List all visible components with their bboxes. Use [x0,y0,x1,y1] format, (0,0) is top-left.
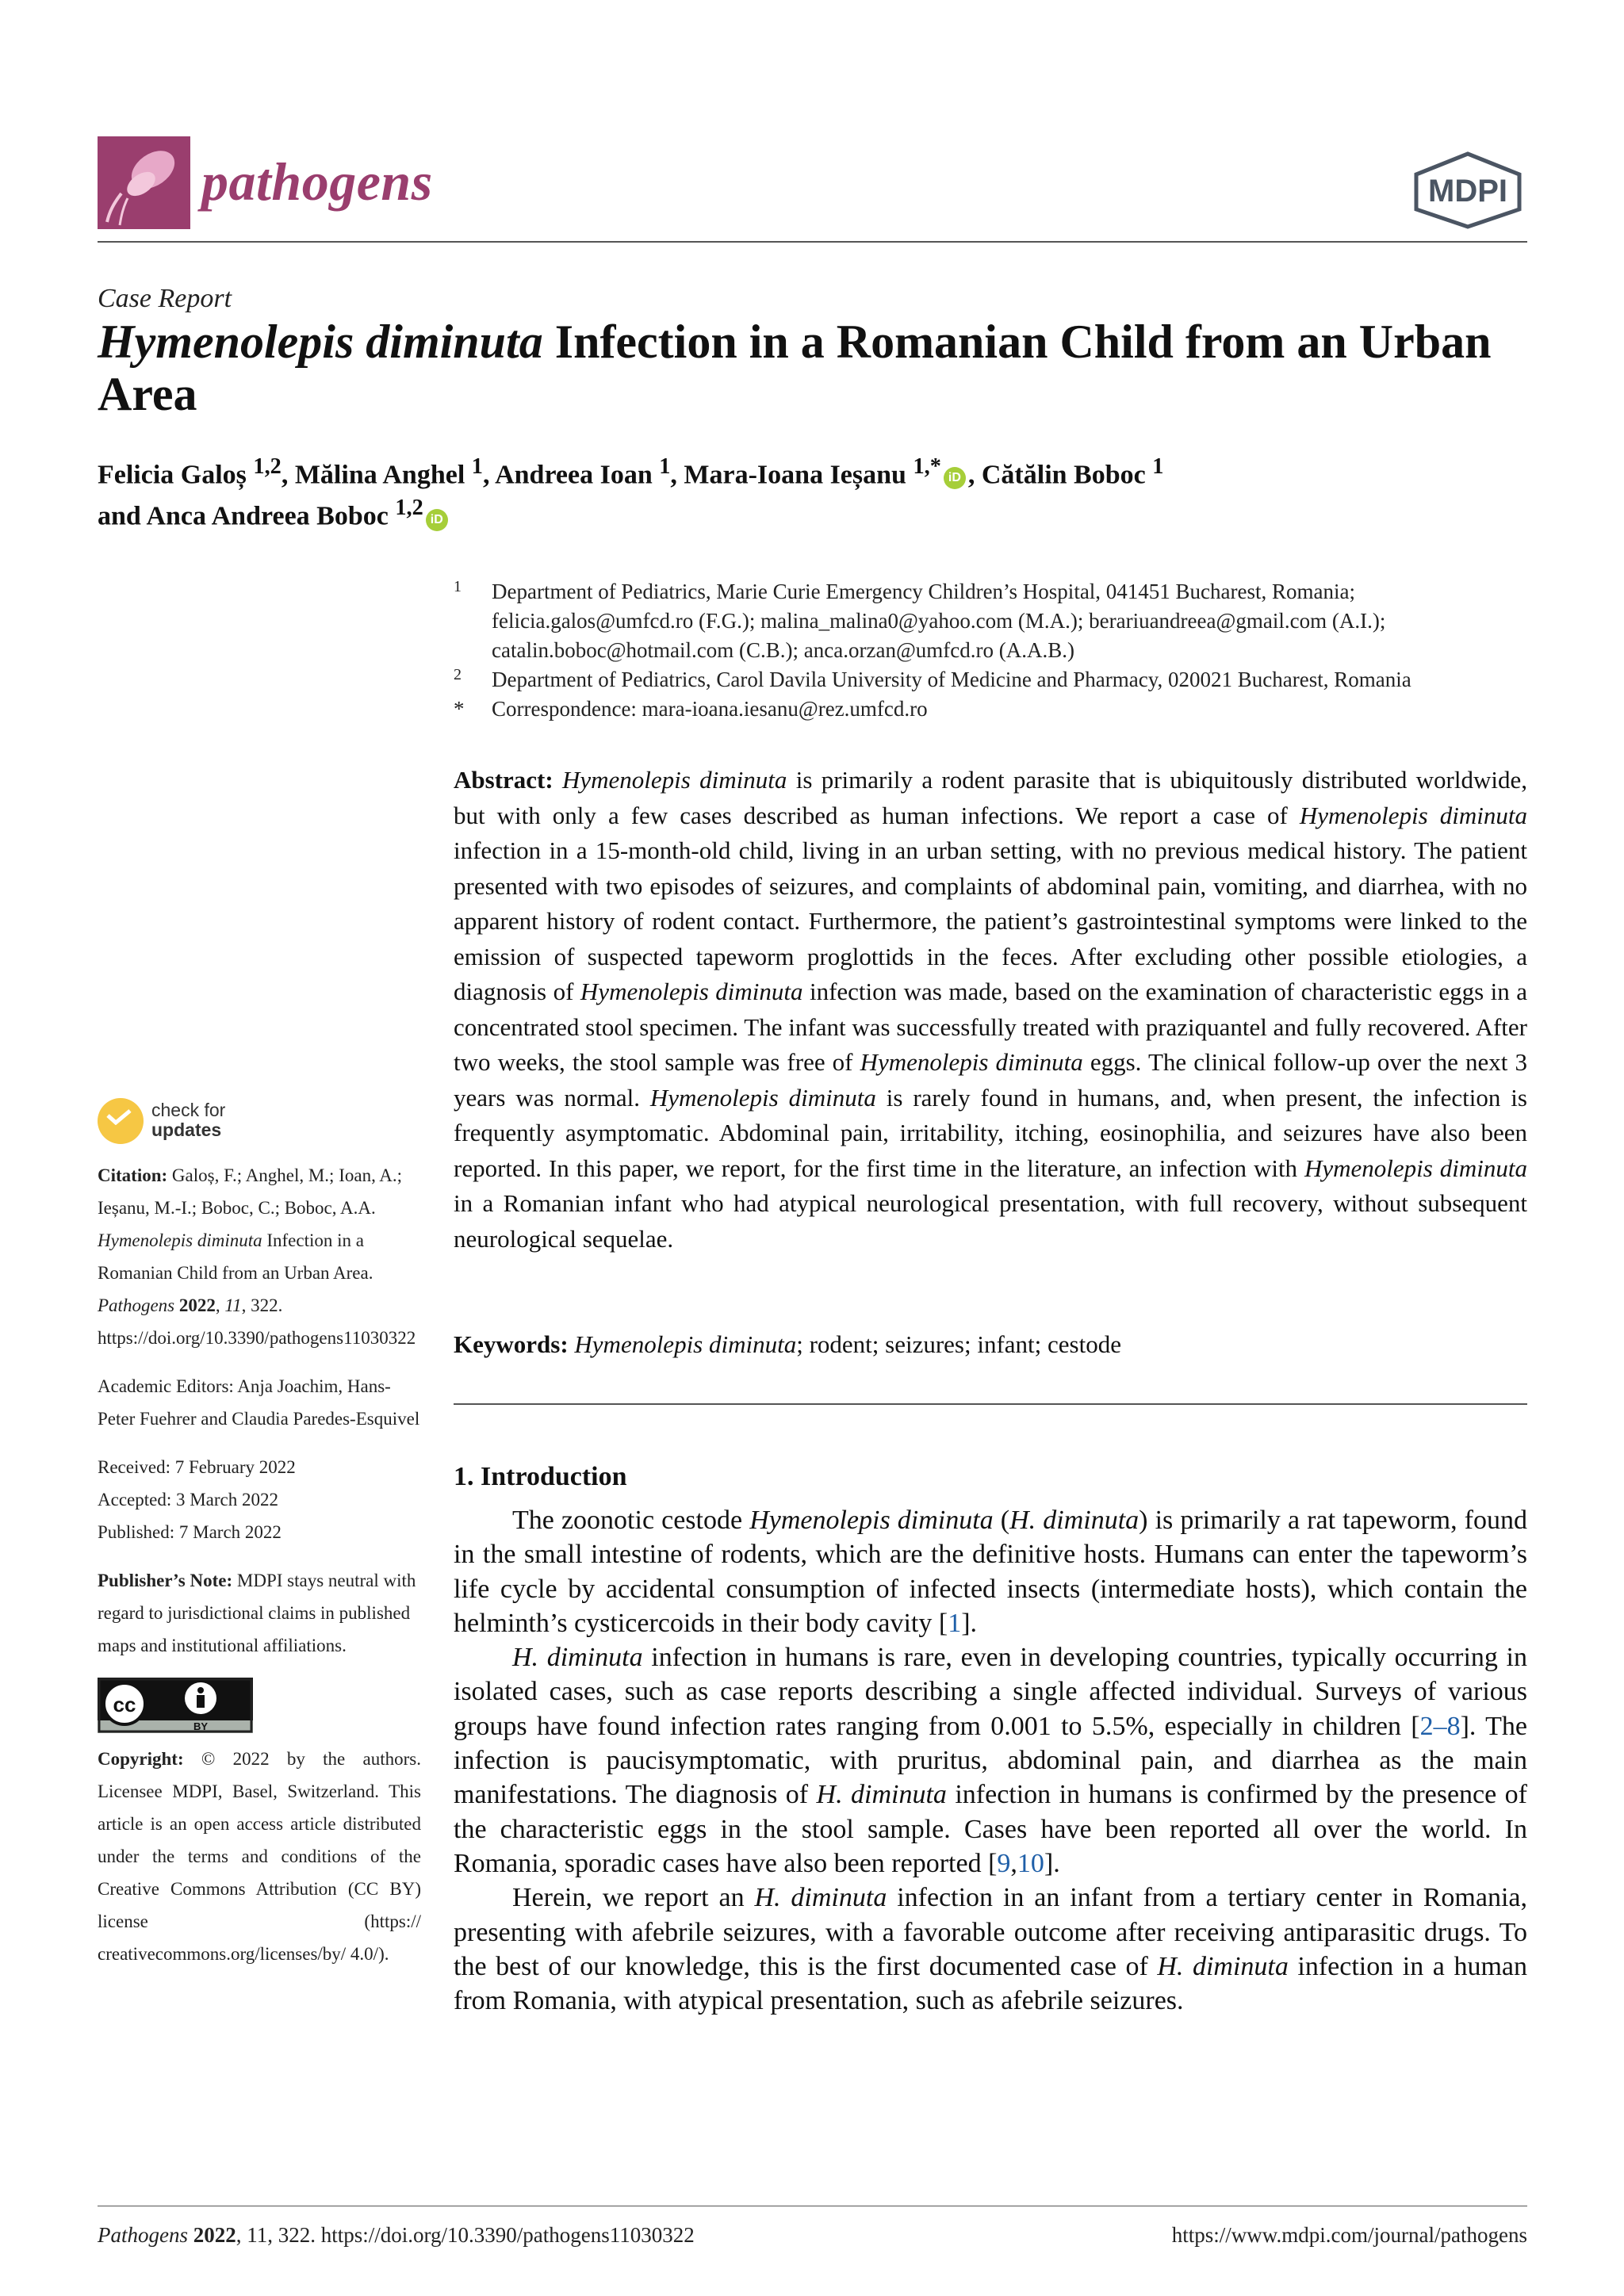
section-heading: 1. Introduction [454,1462,627,1491]
author-affiliation-marker: 1 [1152,454,1164,479]
abstract-divider [454,1403,1527,1405]
paragraph [454,1640,1527,1881]
check-for-updates-button[interactable] [98,1098,256,1146]
body-text: infection in a human from Romania, with atypical presentation, such as afebrile seizures. [454,1951,1527,2016]
species-name: Hymenolepis diminuta [860,1048,1083,1076]
reference-link[interactable]: 1 [948,1608,962,1638]
species-name: H. diminuta [1157,1951,1289,1981]
reference-link[interactable]: 10 [1017,1848,1044,1878]
check-updates-line1: check for [151,1100,226,1120]
species-name: H. diminuta [512,1643,643,1673]
author-name: Cătălin Boboc [981,460,1146,490]
body-text: ]. [1044,1848,1060,1878]
introduction-body [454,1503,1527,2018]
footer-journal-url[interactable]: https://www.mdpi.com/journal/pathogens [1171,2223,1527,2247]
footer-doi[interactable]: , 11, 322. https://doi.org/10.3390/pathogens11030322 [236,2223,695,2247]
affiliation-marker: * [454,697,465,721]
author-name: Felicia Galoș [98,460,247,490]
author-affiliation-marker: 1,* [913,454,941,479]
check-updates-icon [98,1098,144,1144]
citation-volume: 11 [224,1295,242,1315]
abstract-text: is primarily a rodent parasite that is ubiquitously distributed worldwide, but with only a few cases described as human infections. We report a case of [454,766,1527,829]
reference-link[interactable]: 2 [1419,1711,1434,1741]
authors-line-2 [98,492,1527,533]
orcid-icon[interactable]: iD [944,467,966,489]
title-rest: Infection in a Romanian Child from an Urban Area [98,316,1492,420]
species-name: Hymenolepis diminuta [1304,1154,1527,1182]
abstract [454,763,1527,1257]
citation-journal: Pathogens [98,1295,175,1315]
footer-journal: Pathogens [98,2223,188,2247]
body-text: ]. [961,1608,978,1638]
check-updates-line2: updates [151,1119,222,1140]
authors-line-1: Felicia Galoș $^{1,2}$, Mălina Anghel $^1$, Andreea Ioan $^1$, Mara-Ioana Ieșanu $^{1,*}$ iD , Cătălin Boboc $^1$ [98,454,1164,490]
affiliation-marker: 2 [454,666,462,683]
pathogen-logo-icon [98,136,190,229]
author-name: Anca Andreea Boboc [146,501,389,531]
mdpi-logo-text: MDPI [1428,174,1507,209]
copyright-text: © 2022 by the authors. Licensee MDPI, Basel, Switzerland. This article is an open access article distributed under the terms and conditions of the Creative Commons Attribution (CC BY) license (https:// creativecommons.org/licenses/by/ 4.0/). [98,1749,421,1964]
body-text: ( [993,1506,1010,1535]
footer-citation [98,2223,695,2248]
species-name: Hymenolepis diminuta [98,1230,262,1250]
body-text: , [1010,1848,1017,1878]
author-name: Andreea Ioan [495,460,653,490]
academic-editors: Academic Editors: Anja Joachim, Hans-Peter Fuehrer and Claudia Paredes-Esquivel [98,1376,420,1429]
cc-label: cc [113,1693,136,1716]
citation-text: Infection in a Romanian Child from an Urban Area. [98,1230,373,1283]
published-date: Published: 7 March 2022 [98,1522,282,1542]
paragraph [454,1881,1527,2018]
citation-doi[interactable]: , 322. https://doi.org/10.3390/pathogens11030322 [98,1295,416,1348]
title-species: Hymenolepis diminuta [98,316,543,368]
author-affiliation-marker: 1 [471,454,483,479]
citation-label: Citation: [98,1165,168,1185]
author-affiliation-marker: 1,2 [395,496,423,521]
publisher-note-text: MDPI stays neutral with regard to jurisdictional claims in published maps and institutional affiliations. [98,1571,416,1655]
copyright-label: Copyright: [98,1749,184,1769]
copyright-notice [98,1743,421,1970]
affiliation-marker: 1 [454,578,462,595]
paragraph [454,1503,1527,1640]
article-info-sidebar [98,1159,421,1970]
keyword-list: ; rodent; seizures; infant; cestode [796,1330,1121,1358]
species-name: Hymenolepis diminuta [1299,801,1527,829]
abstract-text: is rarely found in humans, and, when present, the infection is frequently asymptomatic. Abdominal pain, irritability, itching, eosinophilia, and seizures have also been reported. In this paper, we report, for the first time in the literature, an infection with [454,1083,1527,1182]
body-text: infection in an infant from a tertiary center in Romania, presenting with afebrile seizures, with a favorable outcome after receiving antiparasitic drugs. To the best of our knowledge, this is the first documented case of [454,1883,1527,1981]
author-affiliation-marker: 1 [659,454,671,479]
author-name: Mara-Ioana Ieșanu [684,460,906,490]
header-divider [98,241,1527,243]
abstract-text: eggs. The clinical follow-up over the next 3 years was normal. [454,1048,1527,1112]
footer-year: 2022 [188,2223,236,2247]
affiliations [454,577,1532,724]
abstract-text: infection was made, based on the examination of characteristic eggs in a concentrated stool specimen. The infant was successfully treated with praziquantel and fully recovered. After two weeks, the stool sample was free of [454,978,1528,1076]
journal-name: pathogens [201,151,433,212]
species-name: Hymenolepis diminuta [562,766,787,794]
species-name: Hymenolepis diminuta [580,978,803,1005]
cc-by-license-icon[interactable] [98,1678,253,1733]
body-text: ]. The infection is paucisymptomatic, with pruritus, abdominal pain, and diarrhea as the main manifestations. The diagnosis of [454,1711,1527,1810]
author-conjunction: and [98,501,147,531]
correspondence-text: Correspondence: mara-ioana.iesanu@rez.umfcd.ro [492,697,928,721]
abstract-text: infection in a 15-month-old child, living in an urban setting, with no previous medical history. The patient presented with two episodes of seizures, and complaints of abdominal pain, vomiting, and diarrhea, with no apparent history of rodent contact. Furthermore, the patient’s gastrointestinal symptoms were linked to the emission of suspected tapeworm proglottids in the feces. After excluding other possible etiologies, a diagnosis of [454,836,1527,1005]
affiliation-text: Department of Pediatrics, Carol Davila University of Medicine and Pharmacy, 020021 Bucharest, Romania [492,668,1411,691]
author-name: Mălina Anghel [294,460,465,490]
reference-range-dash: – [1433,1711,1447,1741]
species-name: Hymenolepis diminuta [649,1083,876,1112]
accepted-date: Accepted: 3 March 2022 [98,1490,279,1510]
body-text: Herein, we report an [512,1883,755,1913]
abstract-text: in a Romanian infant who had atypical neurological presentation, with full recovery, without subsequent neurological sequelae. [454,1189,1527,1253]
body-text: The zoonotic cestode [512,1506,750,1535]
species-name: H. diminuta [754,1883,887,1913]
affiliation-text: Department of Pediatrics, Marie Curie Emergency Children’s Hospital, 041451 Bucharest, Romania; felicia.galos@umfcd.ro (F.G.); malina_malina0@yahoo.com (M.A.); berariuandreea@gmail.com (A.I.); catalin.boboc@hotmail.com (C.B.); anca.orzan@umfcd.ro (A.A.B.) [492,580,1386,662]
reference-link[interactable]: 9 [997,1848,1011,1878]
received-date: Received: 7 February 2022 [98,1457,296,1477]
keywords [454,1327,1527,1362]
body-text: ) is primarily a rat tapeworm, found in the small intestine of rodents, which are the definitive hosts. Humans can enter the tapeworm’s life cycle by accidental consumption of infected insects (intermediate hosts), which contain the helminth’s cysticercoids in their body cavity [ [454,1506,1527,1638]
publisher-note [98,1564,421,1662]
article-title [98,316,1527,420]
reference-link[interactable]: 8 [1446,1711,1461,1741]
species-name: Hymenolepis diminuta [749,1506,994,1535]
publisher-note-label: Publisher’s Note: [98,1571,233,1590]
body-text: infection in humans is rare, even in developing countries, typically occurring in isolated cases, such as case reports describing a single affected individual. Surveys of various groups have found infection rates ranging from 0.001 to 5.5%, especially in children [ [454,1643,1528,1741]
orcid-icon[interactable]: iD [426,509,448,531]
mdpi-logo-icon [1408,151,1527,230]
article-type: Case Report [98,284,232,313]
keywords-label: Keywords: [454,1330,569,1358]
citation [98,1159,421,1354]
citation-text: Galoș, F.; Anghel, M.; Ioan, A.; Ieșanu, M.-I.; Boboc, C.; Boboc, A.A. [98,1165,403,1218]
author-list [98,450,1527,534]
citation-year: 2022 [174,1295,216,1315]
species-name: H. diminuta [816,1780,947,1810]
citation-text: , [215,1295,225,1315]
journal-logo-icon [98,136,190,229]
abstract-label: Abstract: [454,766,553,794]
cc-by-label: BY [193,1720,209,1732]
body-text: infection in humans is confirmed by the presence of the characteristic eggs in the stool sample. Cases have been reported all over the world. In Romania, sporadic cases have also been reported [ [454,1780,1527,1878]
species-name: H. diminuta [1009,1506,1139,1535]
affiliation-item [454,577,1532,665]
author-affiliation-marker: 1,2 [253,454,282,479]
affiliation-item [454,695,1532,724]
keyword-item: Hymenolepis diminuta [574,1330,797,1358]
affiliation-item [454,665,1532,695]
